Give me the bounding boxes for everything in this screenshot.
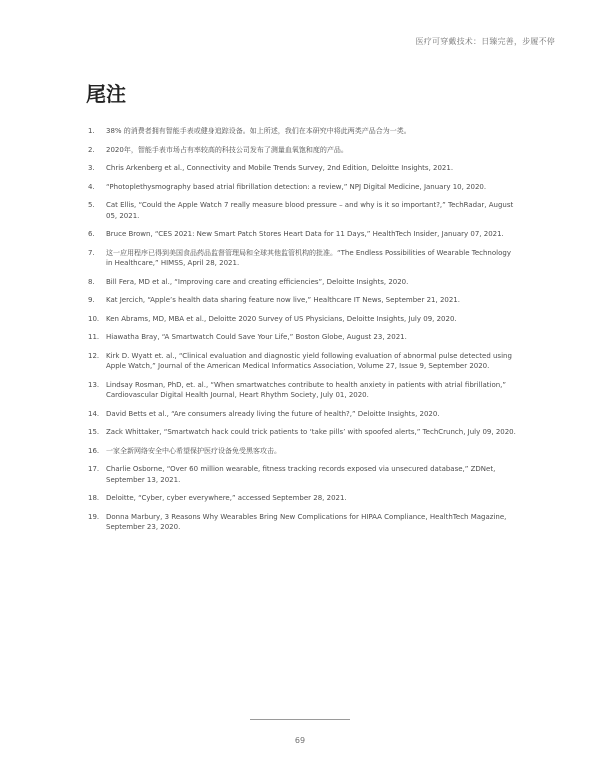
endnote-number: 7. [88, 248, 95, 257]
endnote-text: Donna Marbury, 3 Reasons Why Wearables Bring New Complications for HIPAA Compliance, HealthTech Magazine, September 23, 2020. [106, 512, 507, 531]
endnote-number: 17. [88, 465, 100, 473]
endnote-item [88, 512, 518, 533]
endnote-number: 2. [88, 145, 95, 154]
endnotes-list [88, 126, 518, 541]
running-header: 医疗可穿戴技术：日臻完善，步履不停 [415, 37, 555, 46]
endnote-text: Ken Abrams, MD, MBA et al., Deloitte 2020 Survey of US Physicians, Deloitte Insights, July 09, 2020. [106, 314, 457, 323]
endnote-item [88, 351, 518, 372]
endnote-item [88, 295, 518, 306]
endnote-text: Cat Ellis, “Could the Apple Watch 7 really measure blood pressure – and why is it so important?,” TechRadar, August 05, 2021. [106, 201, 514, 220]
endnote-text: Chris Arkenberg et al., Connectivity and Mobile Trends Survey, 2nd Edition, Deloitte Insights, 2021. [106, 164, 454, 172]
endnote-number: 9. [88, 296, 95, 304]
endnote-item [88, 163, 518, 174]
endnote-item [88, 446, 518, 457]
endnote-item [88, 380, 518, 401]
endnote-number: 4. [88, 182, 95, 191]
endnote-item [88, 409, 518, 420]
endnote-number: 11. [88, 333, 100, 341]
endnote-text: 一家全新网络安全中心希望保护医疗设备免受黑客攻击。 [106, 446, 281, 455]
endnote-item [88, 427, 518, 438]
endnote-item [88, 277, 518, 288]
endnote-text: Bruce Brown, “CES 2021: New Smart Patch Stores Heart Data for 11 Days,” HealthTech Insider, January 07, 2021. [106, 230, 504, 238]
endnote-item [88, 493, 518, 504]
endnote-number: 19. [88, 512, 100, 521]
endnote-item [88, 200, 518, 221]
endnote-text: Deloitte, “Cyber, cyber everywhere,” accessed September 28, 2021. [106, 494, 347, 502]
endnote-item [88, 248, 518, 269]
endnote-number: 3. [88, 164, 95, 172]
page-title: 尾注 [86, 82, 126, 106]
endnote-text: Lindsay Rosman, PhD, et. al., “When smartwatches contribute to health anxiety in patients with atrial fibrillation,” Cardiovascular Digital Health Journal, Heart Rhythm Society, July 01, 2020. [106, 380, 507, 399]
endnote-text: “Photoplethysmography based atrial fibrillation detection: a review,” NPJ Digital Medicine, January 10, 2020. [106, 182, 487, 191]
footer-divider [250, 719, 350, 720]
endnote-text: 这一应用程序已得到美国食品药品监督管理局和全球其他监管机构的批准。“The Endless Possibilities of Wearable Technology in Healthcare,” HIMSS, April 28, 2021. [106, 248, 511, 267]
endnote-item [88, 314, 518, 325]
endnote-item [88, 464, 518, 485]
endnote-text: Kat Jercich, “Apple’s health data sharing feature now live,” Healthcare IT News, September 21, 2021. [106, 296, 460, 304]
endnote-number: 13. [88, 380, 100, 389]
endnote-text: 2020年，智能手表市场占有率较高的科技公司发布了测量血氧饱和度的产品。 [106, 145, 348, 154]
endnote-number: 16. [88, 446, 100, 455]
endnote-text: Charlie Osborne, “Over 60 million wearable, fitness tracking records exposed via unsecured database,” ZDNet, September 13, 2021. [106, 465, 496, 484]
endnote-text: Zack Whittaker, “Smartwatch hack could trick patients to ‘take pills’ with spoofed alerts,” TechCrunch, July 09, 2020. [106, 428, 516, 436]
page-number: 69 [294, 736, 306, 745]
endnote-item [88, 145, 518, 156]
endnote-item [88, 126, 518, 137]
endnote-number: 6. [88, 230, 95, 238]
endnote-item [88, 332, 518, 343]
endnote-number: 10. [88, 314, 100, 323]
endnote-text: Bill Fera, MD et al., “Improving care and creating efficiencies”, Deloitte Insights, 2020. [106, 277, 409, 286]
endnote-number: 15. [88, 428, 100, 436]
endnote-item [88, 229, 518, 240]
endnote-item [88, 182, 518, 193]
endnote-text: 38% 的消费者拥有智能手表或健身追踪设备。如上所述，我们在本研究中将此两类产品合为一类。 [106, 127, 411, 135]
endnote-text: David Betts et al., “Are consumers already living the future of health?,” Deloitte Insights, 2020. [106, 409, 440, 418]
endnote-number: 12. [88, 351, 100, 360]
endnote-number: 5. [88, 201, 95, 209]
endnote-number: 1. [88, 127, 95, 135]
endnote-number: 18. [88, 494, 100, 502]
endnote-text: Kirk D. Wyatt et. al., “Clinical evaluation and diagnostic yield following evaluation of abnormal pulse detected using Apple Watch,” Journal of the American Medical Informatics Association, Volume 27, Issue 9, September 2020. [106, 351, 512, 370]
endnote-number: 14. [88, 409, 100, 418]
endnote-number: 8. [88, 277, 95, 286]
endnote-text: Hiawatha Bray, “A Smartwatch Could Save Your Life,” Boston Globe, August 23, 2021. [106, 333, 407, 341]
